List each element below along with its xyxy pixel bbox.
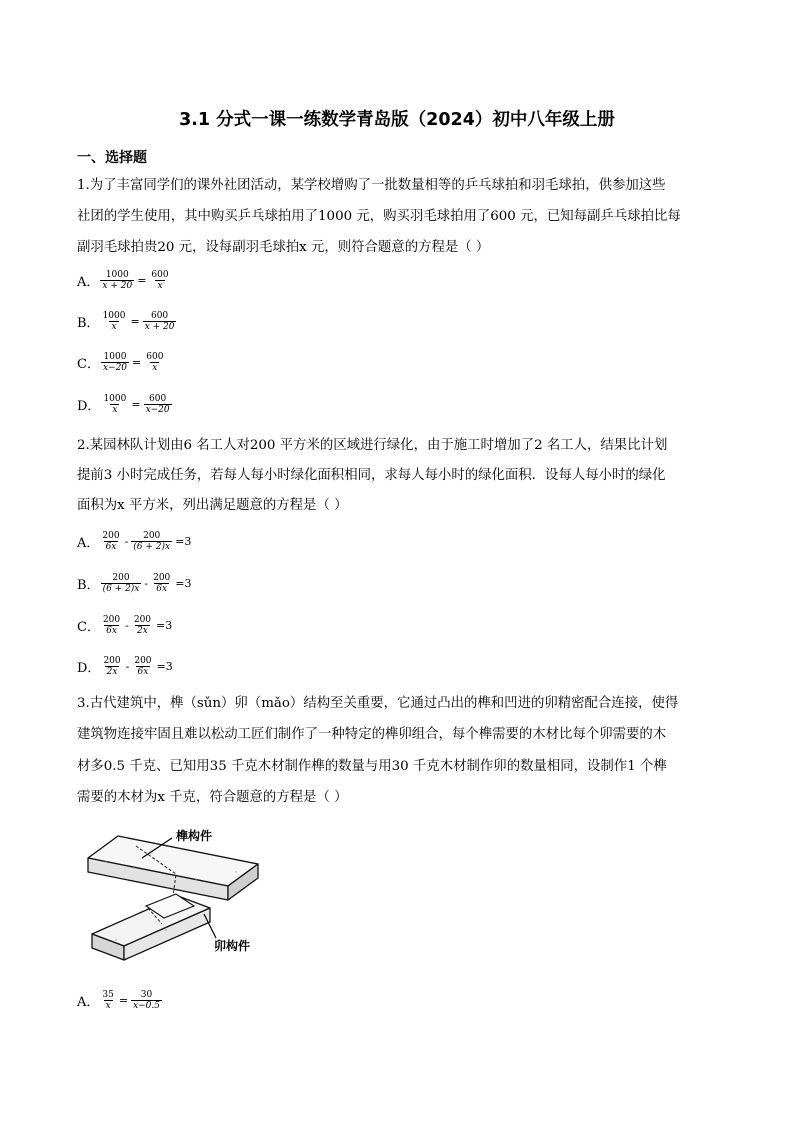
equation-tail: =3 <box>156 619 173 632</box>
equation-tail: =3 <box>175 535 192 548</box>
fraction-right: $\frac{200}{2x}$ <box>133 615 152 636</box>
page-title: 3.1 分式一课一练数学青岛版（2024）初中八年级上册 <box>179 110 615 130</box>
equation-tail: =3 <box>156 660 173 673</box>
operator: - <box>124 535 129 548</box>
fraction-left: $\frac{1000}{x}$ <box>102 311 126 332</box>
fraction-right: $\frac{200}{6x}$ <box>153 573 171 594</box>
option-label: D． <box>77 399 101 414</box>
fraction-right: $\frac{600}{x + 20}$ <box>144 311 175 332</box>
q2-option-a[interactable] <box>77 531 193 552</box>
option-label: A． <box>77 275 100 290</box>
option-label: C． <box>77 620 100 635</box>
q2-option-b[interactable] <box>77 573 194 594</box>
mortise-label: 卯构件 <box>214 939 251 953</box>
fraction-right: $\frac{600}{x}$ <box>151 270 169 291</box>
operator: = <box>137 274 147 287</box>
section-heading: 一、选择题 <box>77 150 147 166</box>
question-3-line-4: 需要的木材为x 千克，符合题意的方程是（ ） <box>77 790 348 805</box>
equation-tail: =3 <box>175 577 192 590</box>
operator: - <box>125 619 129 632</box>
option-label: B． <box>77 316 100 331</box>
fraction-right: $\frac{600}{x-20}$ <box>145 394 170 415</box>
option-label: A． <box>77 995 100 1010</box>
tenon-mortise-figure <box>76 820 261 972</box>
fraction-left: $\frac{1000}{x}$ <box>103 394 127 415</box>
option-label: C． <box>77 357 100 372</box>
q1-option-a[interactable] <box>77 270 172 291</box>
q1-option-b[interactable] <box>77 311 177 332</box>
fraction-left: $\frac{35}{x}$ <box>102 990 114 1011</box>
fraction-right: $\frac{30}{x-0.5}$ <box>133 990 160 1011</box>
question-1-line-1: 1.为了丰富同学们的课外社团活动，某学校增购了一批数量相等的乒乓球拍和羽毛球拍，供参加这些 <box>77 178 666 193</box>
q3-option-a[interactable] <box>77 990 163 1011</box>
q2-option-d[interactable] <box>77 656 175 677</box>
operator: = <box>131 398 141 411</box>
operator: - <box>144 577 149 590</box>
fraction-left: $\frac{1000}{x-20}$ <box>102 352 128 373</box>
fraction-right: $\frac{200}{(6 + 2)x}$ <box>133 531 171 552</box>
question-3-line-1: 3.古代建筑中，榫（sǔn）卯（mǎo）结构至关重要，它通过凸出的榫和凹进的卯精密配合连接，使得 <box>77 696 679 711</box>
fraction-left: $\frac{200}{6x}$ <box>102 531 120 552</box>
operator: = <box>132 356 142 369</box>
fraction-left: $\frac{200}{(6 + 2)x}$ <box>102 573 140 594</box>
fraction-left: $\frac{200}{6x}$ <box>102 615 121 636</box>
q1-option-c[interactable] <box>77 352 166 373</box>
question-3-line-2: 建筑物连接牢固且难以松动工匠们制作了一种特定的榫卯组合，每个榫需要的木材比每个卯需要的木 <box>77 727 667 742</box>
q1-option-d[interactable] <box>77 394 173 415</box>
question-3-line-3: 材多0.5 千克、已知用35 千克木材制作榫的数量与用30 千克木材制作卯的数量相同，设制作1 个榫 <box>77 759 667 774</box>
fraction-right: $\frac{600}{x}$ <box>146 352 164 373</box>
question-1-line-2: 社团的学生使用，其中购买乒乓球拍用了1000 元，购买羽毛球拍用了600 元，已知每副乒乓球拍比每 <box>77 209 681 224</box>
tenon-label: 榫构件 <box>176 829 213 843</box>
option-label: A． <box>77 536 100 551</box>
q2-option-c[interactable] <box>77 615 174 636</box>
question-2-line-2: 提前3 小时完成任务，若每人每小时绿化面积相同，求每人每小时的绿化面积．设每人每小时的绿化 <box>77 468 666 483</box>
option-label: B． <box>77 578 100 593</box>
question-2-line-3: 面积为x 平方米，列出满足题意的方程是（ ） <box>77 498 348 513</box>
question-1-line-3: 副羽毛球拍贵20 元，设每副羽毛球拍x 元，则符合题意的方程是（ ） <box>77 240 490 255</box>
operator: = <box>118 994 129 1007</box>
question-2-line-1: 2.某园林队计划由6 名工人对200 平方米的区域进行绿化，由于施工时增加了2 名工人，结果比计划 <box>77 438 668 453</box>
operator: = <box>130 315 140 328</box>
fraction-right: $\frac{200}{6x}$ <box>134 656 152 677</box>
option-label: D． <box>77 661 101 676</box>
fraction-left: $\frac{1000}{x + 20}$ <box>102 270 133 291</box>
fraction-left: $\frac{200}{2x}$ <box>103 656 121 677</box>
operator: - <box>125 660 130 673</box>
